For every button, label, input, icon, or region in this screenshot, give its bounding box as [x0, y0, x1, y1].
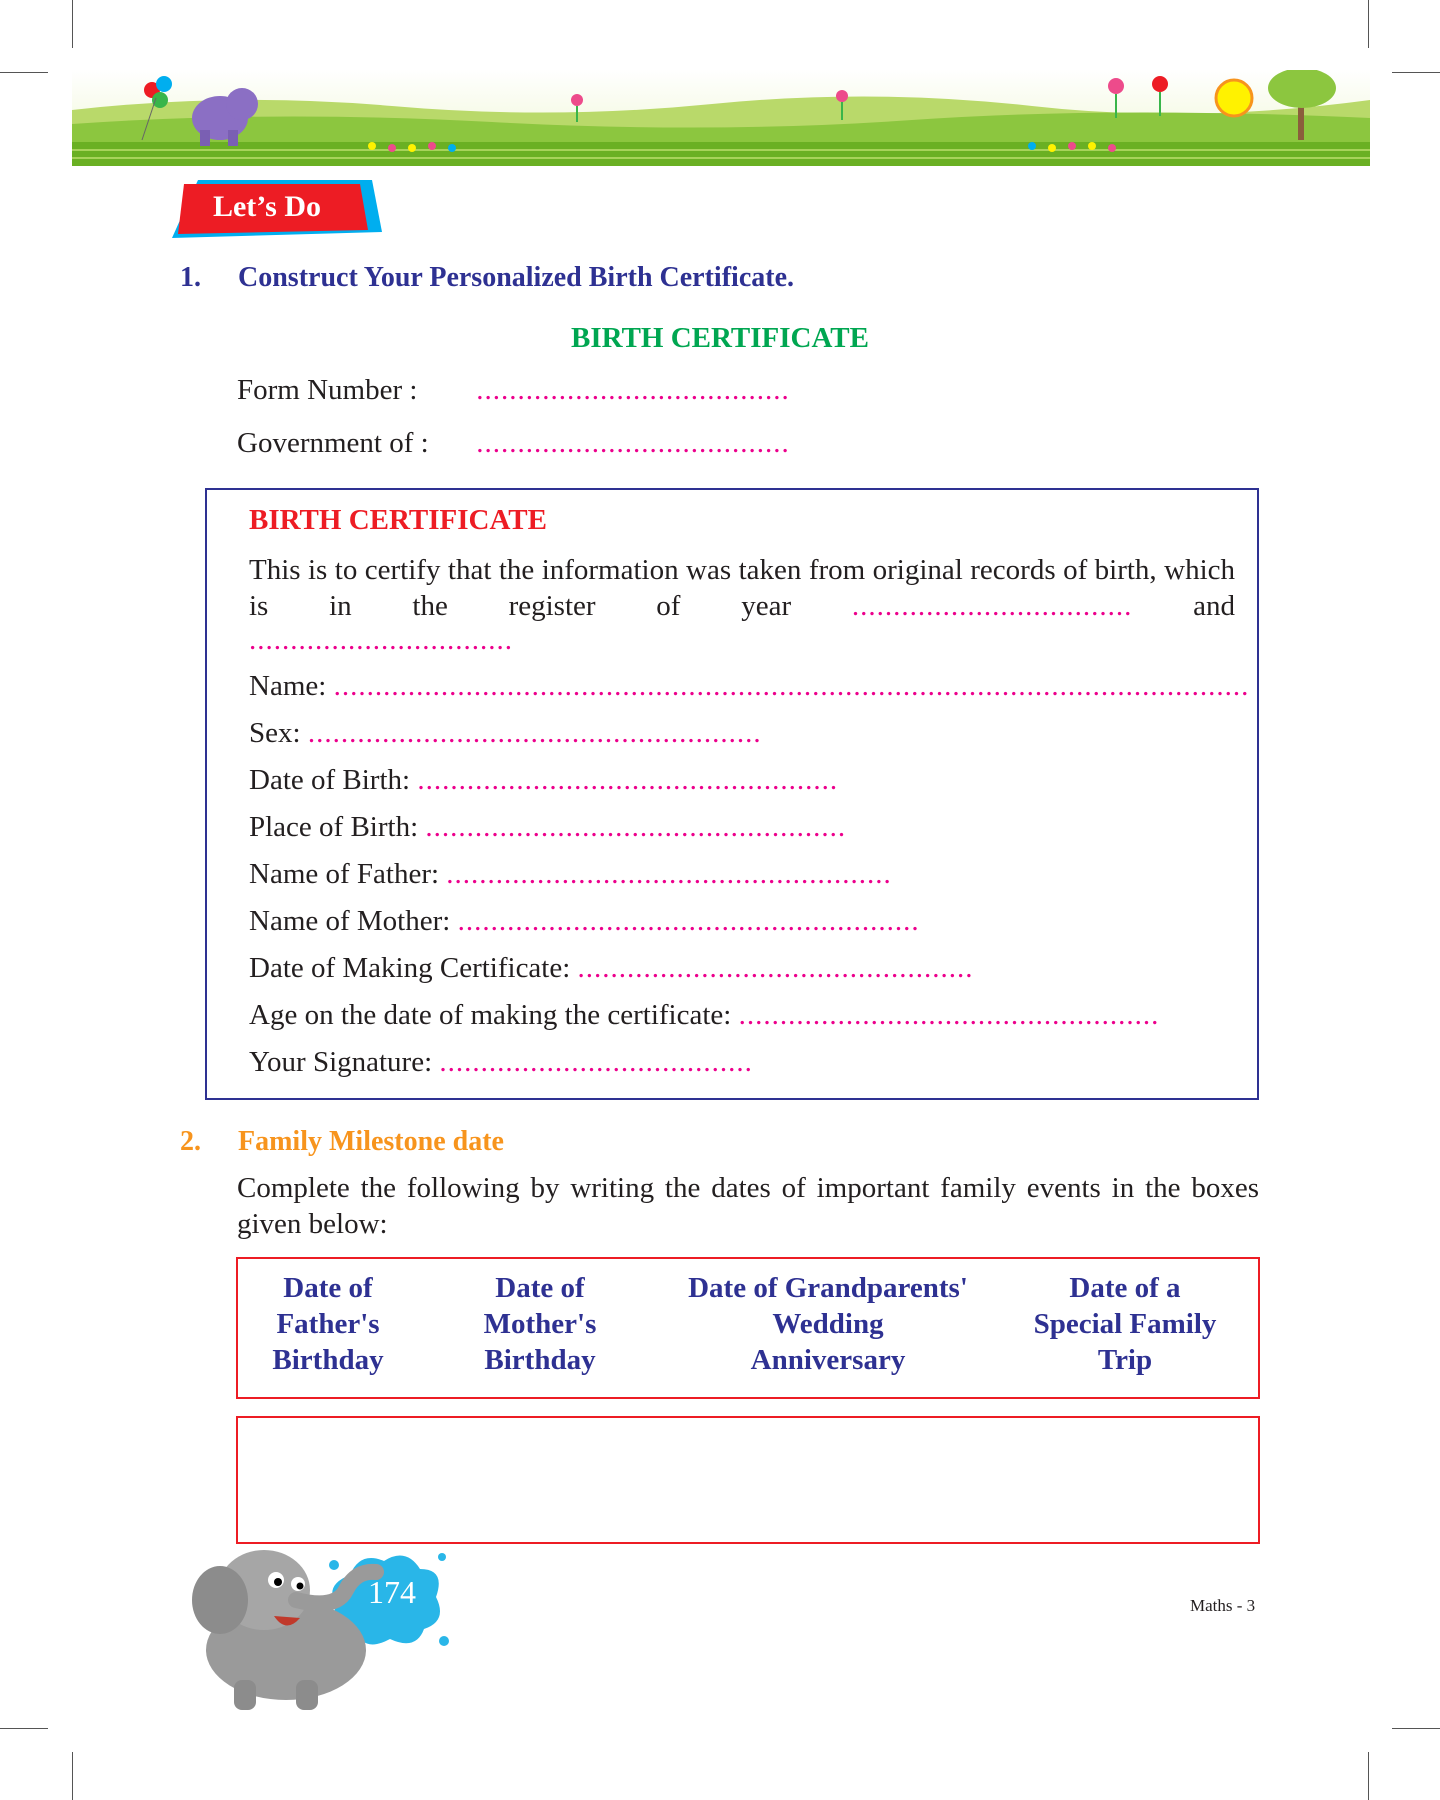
field-blank[interactable]: ........................................................ — [457, 905, 920, 937]
certificate-intro — [249, 552, 1235, 624]
field-blank[interactable]: ................................................ — [577, 952, 974, 984]
form-number-label: Form Number : — [237, 374, 418, 406]
crop-mark — [0, 72, 48, 73]
certificate-second-year-blank[interactable]: ................................ — [249, 624, 513, 656]
crop-mark — [1392, 1728, 1440, 1729]
field-label: Date of Making Certificate: — [249, 952, 571, 984]
meadow-banner-illustration — [72, 70, 1370, 166]
crop-mark — [72, 1752, 73, 1800]
field-label: Name of Mother: — [249, 905, 451, 937]
certificate-intro-text: This is to certify that the information was taken from original records of birth, which is in the register of year — [249, 554, 1235, 622]
certificate-and-word: and — [1193, 590, 1236, 622]
field-label: Sex: — [249, 717, 301, 749]
crop-mark — [1392, 72, 1440, 73]
form-number-blank[interactable]: ...................................... — [476, 374, 790, 406]
certificate-field-signature — [249, 1046, 753, 1079]
book-label: Maths - 3 — [1190, 1596, 1256, 1615]
question-1-title: Construct Your Personalized Birth Certificate. — [238, 262, 794, 293]
crop-mark — [1368, 1752, 1369, 1800]
birth-certificate-heading: BIRTH CERTIFICATE — [571, 322, 869, 354]
certificate-field-father — [249, 858, 892, 891]
question-2-title: Family Milestone date — [238, 1126, 504, 1157]
field-label: Place of Birth: — [249, 811, 419, 843]
elephant-mascot-icon — [176, 1530, 416, 1720]
government-row — [237, 427, 790, 460]
certificate-field-place-of-birth — [249, 811, 846, 844]
milestone-answer-box[interactable] — [236, 1416, 1260, 1544]
government-label: Government of : — [237, 427, 429, 459]
certificate-field-making-date — [249, 952, 974, 985]
lets-do-badge-label: Let’s Do — [212, 190, 322, 223]
page-number: 174 — [368, 1574, 416, 1610]
question-2-description: Complete the following by writing the dates of important family events in the boxes given below: — [237, 1172, 1259, 1240]
form-number-row — [237, 374, 790, 407]
field-label: Date of Birth: — [249, 764, 411, 796]
field-blank[interactable]: ................................................... — [738, 999, 1160, 1031]
field-blank[interactable]: ....................................................... — [307, 717, 762, 749]
field-blank[interactable]: ................................................... — [425, 811, 847, 843]
milestone-column-father-birthday: Date of Father's Birthday — [272, 1272, 384, 1376]
certificate-field-date-of-birth — [249, 764, 838, 797]
certificate-field-name — [249, 670, 1249, 703]
crop-mark — [1368, 0, 1369, 48]
question-2-number: 2. — [180, 1126, 201, 1157]
field-blank[interactable]: ...................................... — [439, 1046, 753, 1078]
field-label: Your Signature: — [249, 1046, 433, 1078]
milestone-column-grandparents-anniversary: Date of Grandparents' Wedding Anniversary — [688, 1272, 968, 1376]
certificate-field-sex — [249, 717, 762, 750]
milestone-column-family-trip: Date of a Special Family Trip — [1033, 1272, 1217, 1376]
field-blank[interactable]: ................................................... — [417, 764, 839, 796]
certificate-field-age — [249, 999, 1159, 1032]
government-blank[interactable]: ...................................... — [476, 427, 790, 459]
crop-mark — [0, 1728, 48, 1729]
crop-mark — [72, 0, 73, 48]
question-1-number: 1. — [180, 262, 201, 293]
field-label: Name of Father: — [249, 858, 440, 890]
milestone-column-mother-birthday: Date of Mother's Birthday — [483, 1272, 597, 1376]
field-label: Name: — [249, 670, 327, 702]
field-blank[interactable]: ............................................................................................................... — [333, 670, 1250, 702]
certificate-field-mother — [249, 905, 920, 938]
field-blank[interactable]: ...................................................... — [446, 858, 892, 890]
certificate-title: BIRTH CERTIFICATE — [249, 504, 547, 536]
certificate-year-blank[interactable]: .................................. — [851, 590, 1133, 622]
field-label: Age on the date of making the certificate: — [249, 999, 732, 1031]
